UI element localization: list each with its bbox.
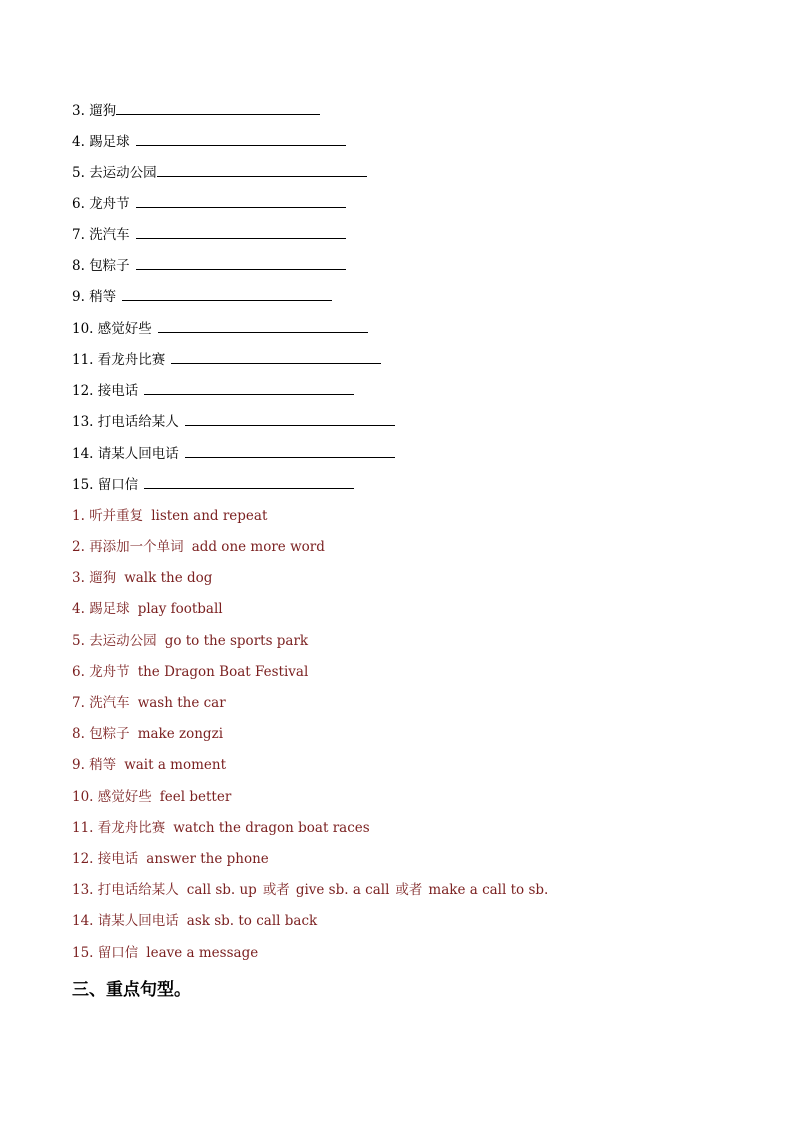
blank-item-11: [72, 349, 381, 369]
blank-item-13: [72, 411, 395, 431]
or-separator: 或者: [262, 882, 290, 898]
answer-english: call sb. up: [186, 882, 257, 898]
answer-item-9: [72, 755, 226, 775]
item-number: 15.: [72, 477, 94, 493]
blank-item-6: [72, 193, 346, 213]
answer-english: add one more word: [191, 539, 325, 555]
answer-chinese: 接电话: [97, 851, 139, 867]
answer-item-8: [72, 724, 223, 744]
blank-item-3: [72, 100, 320, 120]
answer-english: answer the phone: [146, 851, 269, 867]
answer-chinese: 去运动公园: [89, 633, 157, 649]
answer-english: wait a moment: [124, 757, 227, 773]
answer-item-15: [72, 943, 258, 963]
answer-item-2: [72, 537, 325, 557]
answer-chinese: 洗汽车: [89, 695, 130, 711]
answer-number: 7.: [72, 695, 85, 711]
answer-english: the Dragon Boat Festival: [137, 664, 309, 680]
item-number: 8.: [72, 258, 85, 274]
answer-english-alt: make a call to sb.: [428, 882, 549, 898]
answer-blank[interactable]: [136, 224, 346, 239]
answer-english: go to the sports park: [164, 633, 309, 649]
answer-blank[interactable]: [136, 131, 346, 146]
answer-item-10: [72, 787, 231, 807]
answer-chinese: 稍等: [89, 757, 117, 773]
section-heading: 三、重点句型。: [72, 980, 191, 1000]
item-chinese: 遛狗: [89, 103, 117, 119]
blank-item-9: [72, 286, 332, 306]
answer-number: 9.: [72, 757, 85, 773]
answer-number: 13.: [72, 882, 94, 898]
answer-number: 3.: [72, 570, 85, 586]
item-chinese: 稍等: [89, 289, 117, 305]
blank-item-8: [72, 255, 346, 275]
answer-blank[interactable]: [116, 100, 320, 115]
answer-item-11: [72, 818, 370, 838]
answer-chinese: 龙舟节: [89, 664, 130, 680]
answer-english-alt: give sb. a call: [295, 882, 390, 898]
answer-blank[interactable]: [136, 255, 346, 270]
answer-number: 6.: [72, 664, 85, 680]
item-chinese: 看龙舟比赛: [97, 352, 166, 368]
answer-english: make zongzi: [137, 726, 224, 742]
answer-item-5: [72, 631, 308, 651]
item-number: 7.: [72, 227, 85, 243]
answer-item-1: [72, 506, 267, 526]
answer-item-6: [72, 662, 308, 682]
blank-item-10: [72, 318, 368, 338]
answer-chinese: 请某人回电话: [97, 913, 179, 929]
answer-item-7: [72, 693, 226, 713]
answer-blank[interactable]: [144, 474, 354, 489]
answer-blank[interactable]: [158, 318, 368, 333]
item-chinese: 龙舟节: [89, 196, 130, 212]
item-number: 12.: [72, 383, 94, 399]
answer-blank[interactable]: [171, 349, 381, 364]
answer-chinese: 再添加一个单词: [89, 539, 184, 555]
item-number: 9.: [72, 289, 85, 305]
blank-item-12: [72, 380, 354, 400]
item-number: 11.: [72, 352, 94, 368]
blank-item-7: [72, 224, 346, 244]
answer-number: 11.: [72, 820, 94, 836]
answer-english: wash the car: [137, 695, 226, 711]
blank-item-5: [72, 162, 367, 182]
answer-item-3: [72, 568, 212, 588]
item-chinese: 请某人回电话: [97, 446, 179, 462]
answer-english: play football: [137, 601, 223, 617]
answer-chinese: 听并重复: [89, 508, 144, 524]
answer-chinese: 踢足球: [89, 601, 130, 617]
answer-chinese: 包粽子: [89, 726, 130, 742]
answer-chinese: 看龙舟比赛: [97, 820, 166, 836]
answer-blank[interactable]: [122, 286, 332, 301]
item-chinese: 打电话给某人: [97, 414, 179, 430]
answer-number: 15.: [72, 945, 94, 961]
answer-number: 2.: [72, 539, 85, 555]
answer-number: 14.: [72, 913, 94, 929]
answer-english: ask sb. to call back: [186, 913, 318, 929]
item-number: 10.: [72, 321, 94, 337]
item-chinese: 接电话: [97, 383, 139, 399]
answer-number: 5.: [72, 633, 85, 649]
answer-item-12: [72, 849, 269, 869]
item-number: 6.: [72, 196, 85, 212]
answer-number: 12.: [72, 851, 94, 867]
answer-item-4: [72, 599, 223, 619]
answer-english: feel better: [159, 789, 232, 805]
item-chinese: 留口信: [97, 477, 139, 493]
item-chinese: 洗汽车: [89, 227, 130, 243]
answer-blank[interactable]: [136, 193, 346, 208]
answer-item-14: [72, 911, 317, 931]
item-number: 5.: [72, 165, 85, 181]
answer-number: 10.: [72, 789, 94, 805]
or-separator: 或者: [395, 882, 423, 898]
item-number: 3.: [72, 103, 85, 119]
answer-blank[interactable]: [144, 380, 354, 395]
item-number: 14.: [72, 446, 94, 462]
blank-item-15: [72, 474, 354, 494]
answer-number: 1.: [72, 508, 85, 524]
answer-item-13: [72, 880, 548, 900]
item-number: 4.: [72, 134, 85, 150]
answer-blank[interactable]: [157, 162, 367, 177]
answer-chinese: 留口信: [97, 945, 139, 961]
answer-english: leave a message: [146, 945, 259, 961]
blank-item-14: [72, 443, 395, 463]
answer-blank[interactable]: [185, 443, 395, 458]
blank-item-4: [72, 131, 346, 151]
answer-number: 4.: [72, 601, 85, 617]
answer-chinese: 打电话给某人: [97, 882, 179, 898]
item-chinese: 包粽子: [89, 258, 130, 274]
answer-english: listen and repeat: [151, 508, 268, 524]
answer-english: walk the dog: [124, 570, 213, 586]
item-chinese: 踢足球: [89, 134, 130, 150]
answer-chinese: 感觉好些: [97, 789, 152, 805]
item-chinese: 去运动公园: [89, 165, 157, 181]
answer-english: watch the dragon boat races: [173, 820, 370, 836]
answer-chinese: 遛狗: [89, 570, 117, 586]
item-chinese: 感觉好些: [97, 321, 152, 337]
answer-blank[interactable]: [185, 411, 395, 426]
item-number: 13.: [72, 414, 94, 430]
answer-number: 8.: [72, 726, 85, 742]
